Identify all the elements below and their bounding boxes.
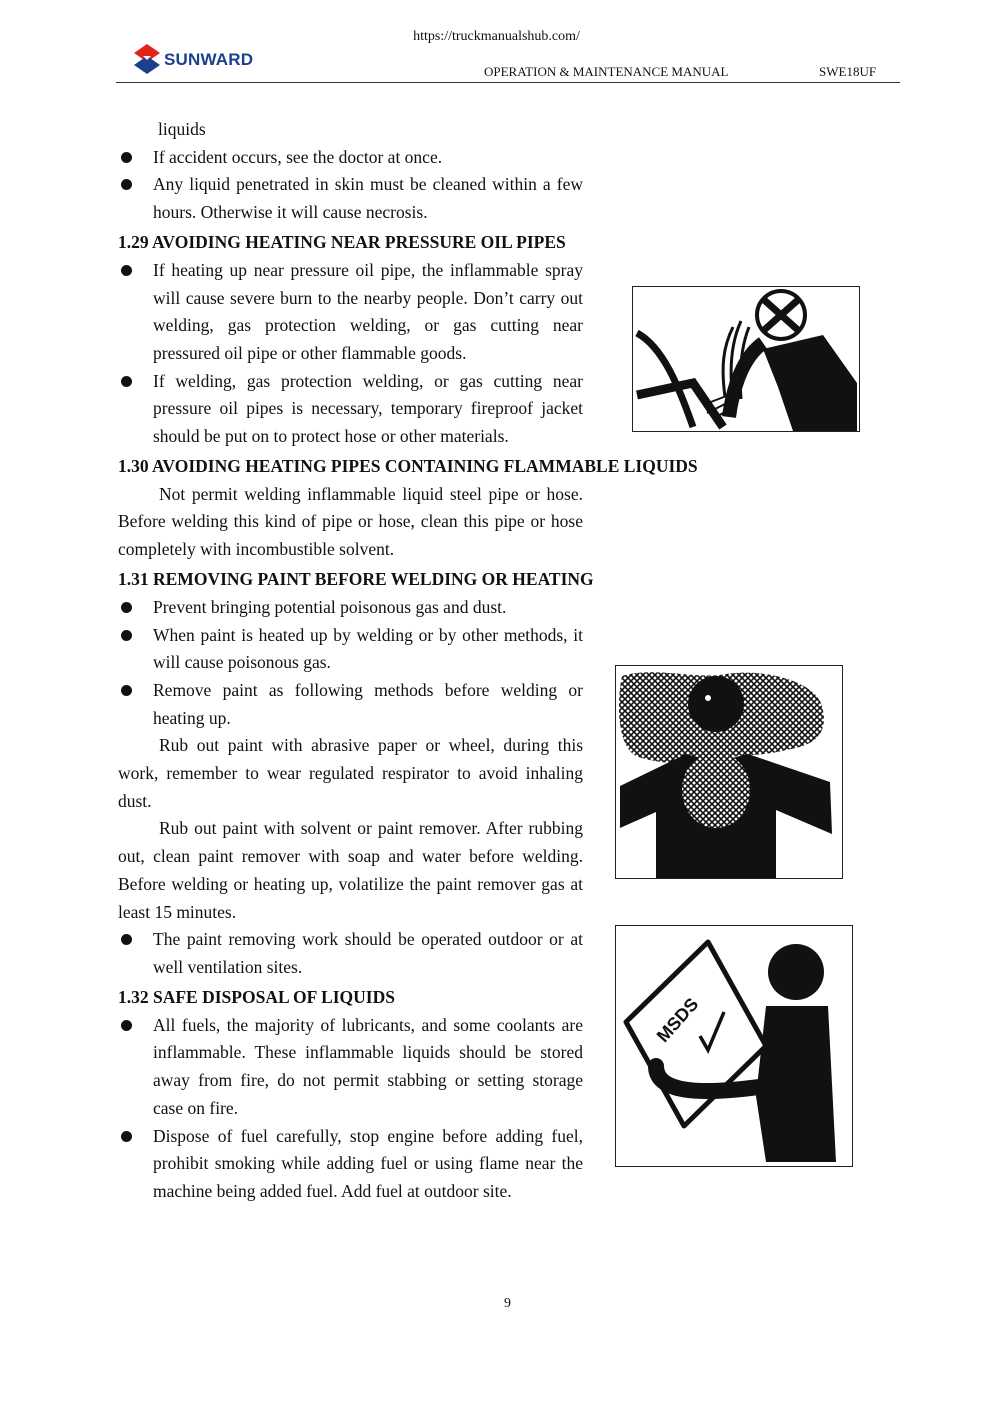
list-item: Prevent bringing potential poisonous gas and dust. xyxy=(118,594,583,622)
intro-continuation: liquids xyxy=(158,119,206,139)
list-item: If heating up near pressure oil pipe, the inflammable spray will cause severe burn to the nearby people. Don’t carry out welding, gas protection welding, or gas cutting near pressured oil pipe or other flammable goods. xyxy=(118,257,583,368)
paragraph: Rub out paint with abrasive paper or wheel, during this work, remember to wear regulated respirator to avoid inhaling dust. xyxy=(118,735,583,811)
section-heading-1-31: 1.31 REMOVING PAINT BEFORE WELDING OR HEATING xyxy=(118,568,594,589)
logo-text: SUNWARD xyxy=(164,50,254,69)
model-number: SWE18UF xyxy=(819,64,877,79)
welding-pipe-illustration xyxy=(632,286,860,432)
list-item: The paint removing work should be operated outdoor or at well ventilation sites. xyxy=(118,926,583,981)
header-url: https://truckmanualshub.com/ xyxy=(413,29,580,44)
list-item: Remove paint as following methods before welding or heating up. xyxy=(118,677,583,732)
page-number: 9 xyxy=(504,1296,511,1311)
msds-sheet-illustration xyxy=(615,925,853,1167)
list-item: If accident occurs, see the doctor at once. xyxy=(118,144,583,172)
header-divider xyxy=(116,82,900,83)
list-item: Any liquid penetrated in skin must be cleaned within a few hours. Otherwise it will cause necrosis. xyxy=(118,171,583,226)
sunward-logo xyxy=(134,44,253,76)
list-item: Dispose of fuel carefully, stop engine before adding fuel, prohibit smoking while adding fuel or using flame near the machine being added fuel. Add fuel at outdoor site. xyxy=(118,1123,583,1206)
list-item: All fuels, the majority of lubricants, and some coolants are inflammable. These inflammable liquids should be stored away from fire, do not permit stabbing or setting storage case on fire. xyxy=(118,1012,583,1123)
sunward-logo-icon xyxy=(134,44,160,76)
poisonous-gas-illustration xyxy=(615,665,843,879)
section-heading-1-29: 1.29 AVOIDING HEATING NEAR PRESSURE OIL PIPES xyxy=(118,231,566,252)
manual-title: OPERATION & MAINTENANCE MANUAL xyxy=(484,64,729,79)
msds-label: MSDS xyxy=(652,993,703,1047)
list-item: When paint is heated up by welding or by other methods, it will cause poisonous gas. xyxy=(118,622,583,677)
section-heading-1-30: 1.30 AVOIDING HEATING PIPES CONTAINING FLAMMABLE LIQUIDS xyxy=(118,455,698,476)
section-heading-1-32: 1.32 SAFE DISPOSAL OF LIQUIDS xyxy=(118,986,395,1007)
list-item: If welding, gas protection welding, or gas cutting near pressure oil pipes is necessary, temporary fireproof jacket should be put on to protect hose or other materials. xyxy=(118,368,583,451)
paragraph: Rub out paint with solvent or paint remover. After rubbing out, clean paint remover with soap and water before welding. Before welding or heating up, volatilize the paint remover gas at least 15 minutes. xyxy=(118,818,583,922)
paragraph: Not permit welding inflammable liquid steel pipe or hose. Before welding this kind of pipe or hose, clean this pipe or hose completely with incombustible solvent. xyxy=(118,483,583,560)
